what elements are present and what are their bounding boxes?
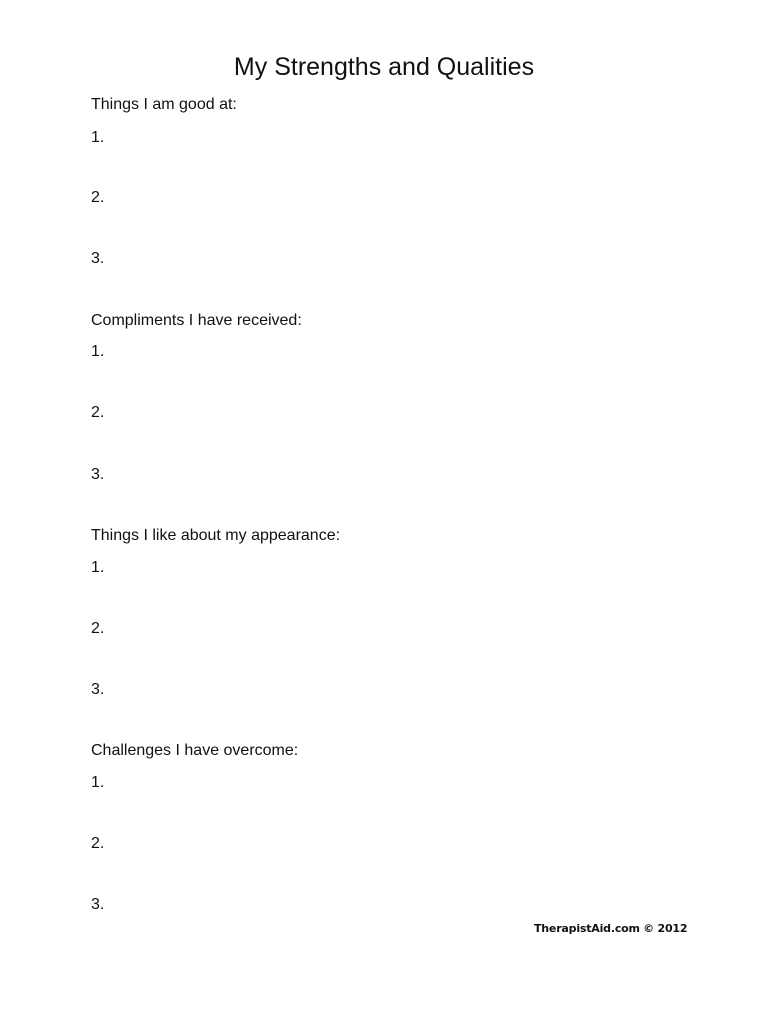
- footer-copyright: © 2012: [643, 922, 688, 935]
- list-item-number: 3.: [91, 466, 105, 483]
- list-item-number: 2.: [91, 835, 105, 852]
- list-item-number: 2.: [91, 404, 105, 421]
- list-item-number: 2.: [91, 189, 105, 206]
- section-heading-challenges: Challenges I have overcome:: [91, 742, 299, 759]
- list-item-number: 1.: [91, 129, 105, 146]
- list-item-number: 1.: [91, 559, 105, 576]
- list-item-number: 3.: [91, 250, 105, 267]
- section-heading-compliments: Compliments I have received:: [91, 312, 302, 329]
- list-item-number: 2.: [91, 620, 105, 637]
- list-item-number: 3.: [91, 896, 105, 913]
- footer-site: TherapistAid.com: [534, 922, 640, 935]
- section-heading-good-at: Things I am good at:: [91, 96, 237, 113]
- page-title: My Strengths and Qualities: [233, 53, 535, 81]
- list-item-number: 1.: [91, 343, 105, 360]
- footer-credit: [534, 921, 687, 937]
- list-item-number: 3.: [91, 681, 105, 698]
- list-item-number: 1.: [91, 774, 105, 791]
- section-heading-appearance: Things I like about my appearance:: [91, 527, 341, 544]
